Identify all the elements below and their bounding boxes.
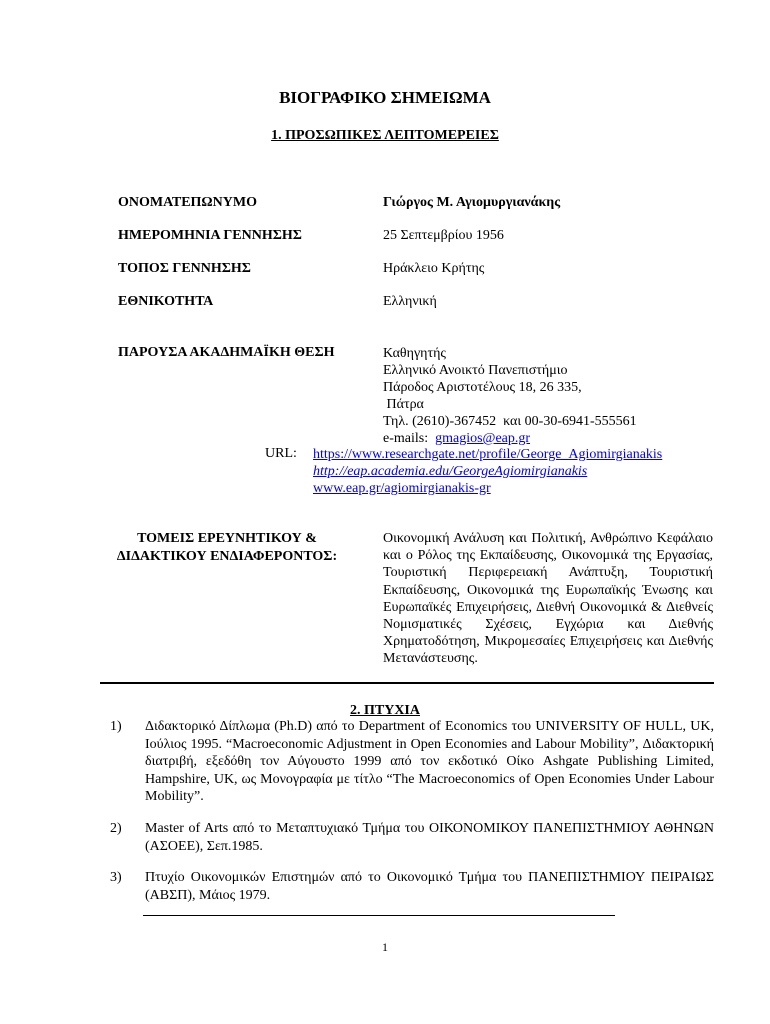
url-list bbox=[313, 446, 662, 497]
birthdate-label: ΗΜΕΡΟΜΗΝΙΑ ΓΕΝΝΗΣΗΣ bbox=[118, 228, 302, 243]
url-label: URL: bbox=[265, 446, 297, 461]
research-interests-text: Οικονομική Ανάλυση και Πολιτική, Ανθρώπινο Κεφάλαιο και ο Ρόλος της Εκπαίδευσης, Οικονομικά της Εργασίας, Τουριστική Περιφερειακή Ανάπτυξη, Τουριστική Εκπαίδευσης, Οικονομικά της Ευρωπαϊκής Ένωσης και Ευρωπαϊκές Επιχειρήσεις, Διεθνή Οικονομικά & Διεθνείς Νομισματικές Σχέσεις, Εγχώρια και Διεθνής Χρηματοδότηση, Μικρομεσαίες Επιχειρήσεις και Διεθνής Μετανάστευσης. bbox=[383, 531, 713, 667]
birthdate-value: 25 Σεπτεμβρίου 1956 bbox=[383, 228, 504, 243]
emails-label: e-mails: bbox=[383, 431, 429, 446]
degree-text: Διδακτορικό Δίπλωμα (Ph.D) από το Department of Economics του UNIVERSITY OF HULL, UK, Ιούλιος 1995. “Macroeconomic Adjustment in Open Economies and Labour Mobility”, Διδακτορική διατριβή, εξεδόθη τον Αύγουστο 1999 από τον εκδοτικό Οίκο Ashgate Publishing Limited, Hampshire, UK, ως Μονογραφία με τίτλο “The Macroeconomics of Open Economies Under Labour Mobility”. bbox=[145, 719, 714, 804]
section-personal-heading: 1. ΠΡΟΣΩΠΙΚΕΣ ΛΕΠΤΟΜΕΡΕΙΕΣ bbox=[271, 128, 499, 143]
degree-number: 2) bbox=[110, 821, 122, 836]
research-interests-label bbox=[104, 530, 350, 566]
academia-link[interactable]: http://eap.academia.edu/GeorgeAgiomirgianakis bbox=[313, 464, 588, 479]
position-phone: Τηλ. (2610)-367452 και 00-30-6941-555561 bbox=[383, 414, 637, 429]
section-degrees-heading: 2. ΠΤΥΧΙΑ bbox=[349, 703, 420, 718]
page-number: 1 bbox=[382, 940, 388, 954]
position-institution: Ελληνικό Ανοικτό Πανεπιστήμιο bbox=[383, 363, 568, 378]
researchgate-link[interactable]: https://www.researchgate.net/profile/George_Agiomirgianakis bbox=[313, 447, 663, 462]
emails-line bbox=[383, 430, 637, 447]
position-title: Καθηγητής bbox=[383, 346, 446, 361]
birthplace-label: ΤΟΠΟΣ ΓΕΝΝΗΣΗΣ bbox=[118, 261, 251, 276]
document-title: ΒΙΟΓΡΑΦΙΚΟ ΣΗΜΕΙΩΜΑ bbox=[279, 88, 491, 107]
footnote-rule bbox=[143, 915, 615, 916]
research-label-line2: ΔΙΔΑΚΤΙΚΟΥ ΕΝΔΙΑΦΕΡΟΝΤΟΣ: bbox=[116, 549, 338, 564]
section-divider bbox=[100, 682, 714, 684]
degree-item bbox=[110, 820, 714, 855]
degree-item bbox=[110, 869, 714, 904]
position-city: Πάτρα bbox=[383, 397, 424, 412]
degree-item bbox=[110, 718, 714, 806]
nationality-label: ΕΘΝΙΚΟΤΗΤΑ bbox=[118, 294, 214, 309]
research-label-line1: ΤΟΜΕΙΣ ΕΡΕΥΝΗΤΙΚΟΥ & bbox=[137, 531, 317, 546]
degree-number: 1) bbox=[110, 719, 122, 734]
position-details bbox=[383, 345, 637, 447]
eap-link[interactable]: www.eap.gr/agiomirgianakis-gr bbox=[313, 481, 491, 496]
birthplace-value: Ηράκλειο Κρήτης bbox=[383, 261, 485, 276]
position-label: ΠΑΡΟΥΣΑ ΑΚΑΔΗΜΑΪΚΗ ΘΕΣΗ bbox=[118, 345, 335, 360]
name-value: Γιώργος Μ. Αγιομυργιανάκης bbox=[383, 195, 561, 210]
nationality-value: Ελληνική bbox=[383, 294, 437, 309]
degree-text: Master of Arts από το Μεταπτυχιακό Τμήμα του ΟΙΚΟΝΟΜΙΚΟΥ ΠΑΝΕΠΙΣΤΗΜΙΟΥ ΑΘΗΝΩΝ (ΑΣΟΕΕ), Σεπ.1985. bbox=[145, 821, 714, 854]
degree-number: 3) bbox=[110, 870, 122, 885]
email-link[interactable]: gmagios@eap.gr bbox=[435, 431, 531, 446]
name-label: ΟΝΟΜΑΤΕΠΩΝΥΜΟ bbox=[118, 195, 257, 210]
degree-text: Πτυχίο Οικονομικών Επιστημών από το Οικονομικό Τμήμα του ΠΑΝΕΠΙΣΤΗΜΙΟΥ ΠΕΙΡΑΙΩΣ (ΑΒΣΠ), Μάιος 1979. bbox=[145, 870, 714, 903]
position-address: Πάροδος Αριστοτέλους 18, 26 335, bbox=[383, 380, 582, 395]
